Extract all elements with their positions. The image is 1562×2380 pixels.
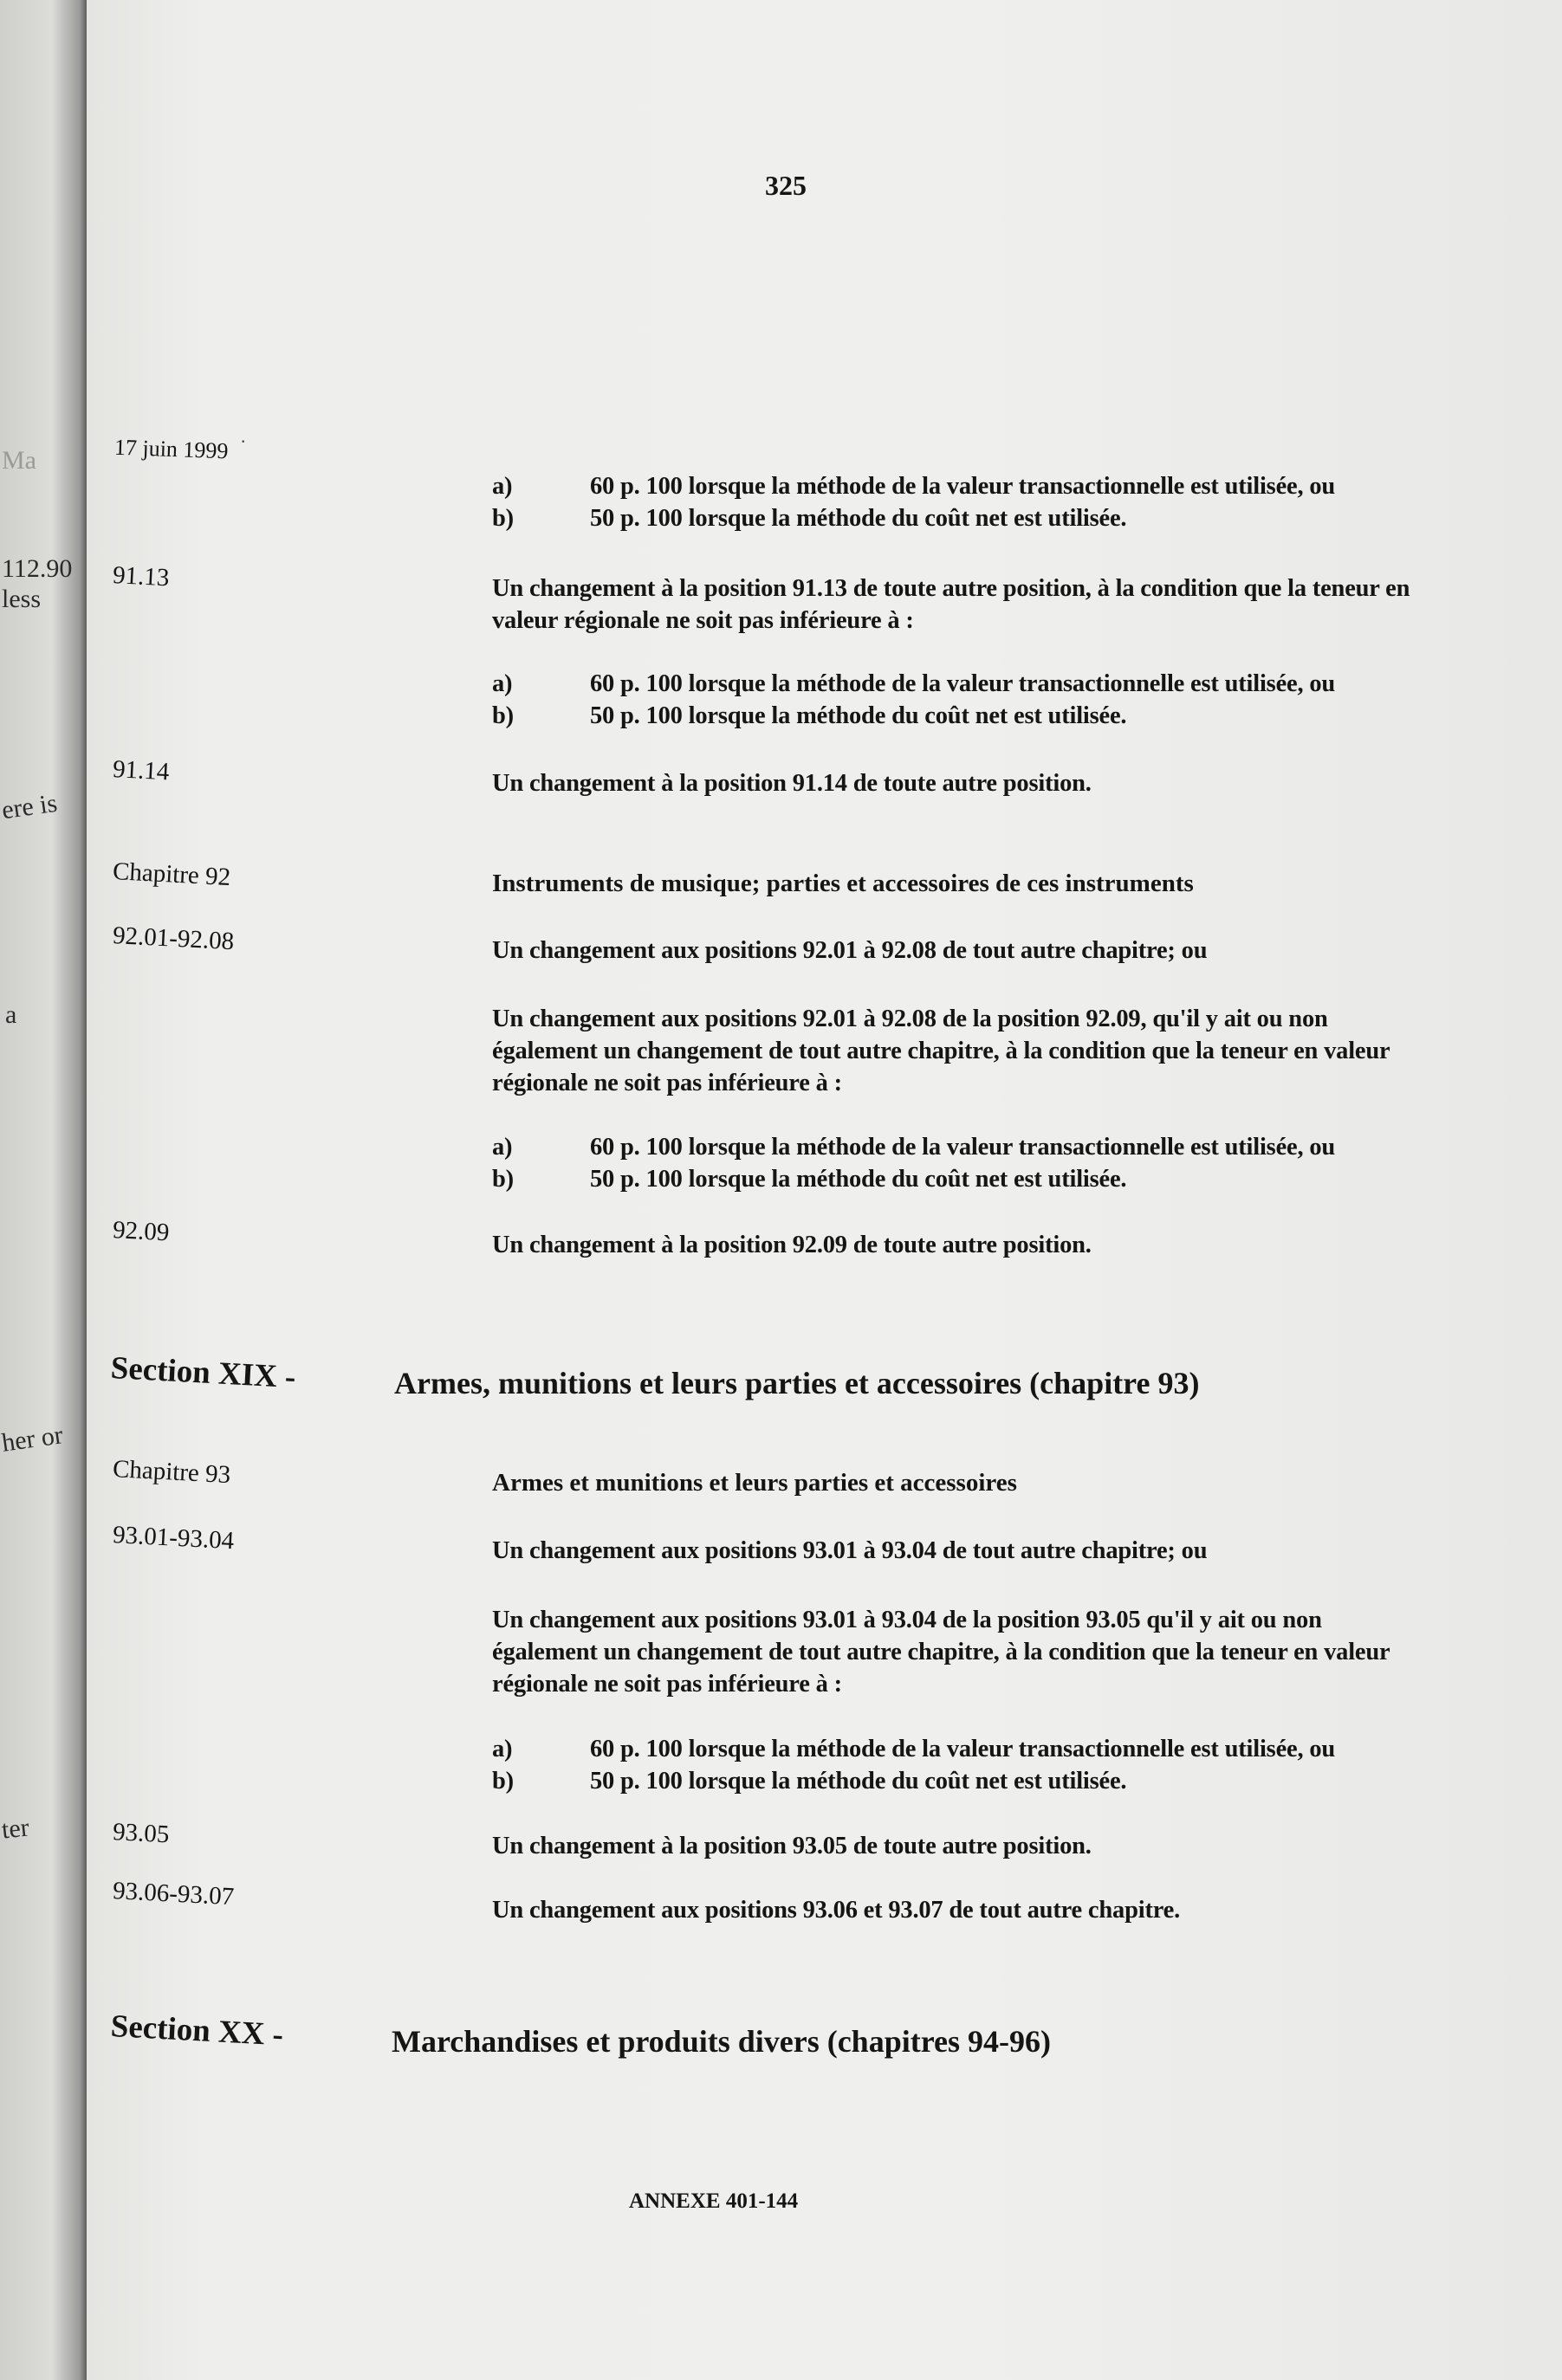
rule-text: valeur régionale ne soit pas inférieure à : (492, 607, 914, 634)
margin-fragment: ere is (0, 788, 60, 825)
item-label: a) (492, 670, 513, 697)
rule-text: Un changement à la position 93.05 de toute autre position. (492, 1833, 1092, 1859)
tariff-code: 91.14 (112, 755, 171, 786)
rule-text: Un changement aux positions 92.01 à 92.08 de la position 92.09, qu'il y ait ou non (492, 1006, 1328, 1032)
item-text: 50 p. 100 lorsque la méthode du coût net est utilisée. (590, 505, 1127, 532)
section-label: Section XX - (109, 2008, 285, 2053)
item-label: b) (492, 1166, 514, 1193)
left-page-margin (0, 0, 87, 2380)
rule-text: Un changement aux positions 93.06 et 93.07 de tout autre chapitre. (492, 1897, 1181, 1924)
tariff-code: 92.01-92.08 (112, 922, 235, 956)
item-label: b) (492, 702, 514, 729)
item-label: a) (492, 1736, 513, 1762)
rule-text: Un changement aux positions 92.01 à 92.08 de tout autre chapitre; ou (492, 937, 1208, 964)
item-label: b) (492, 1768, 514, 1795)
item-text: 60 p. 100 lorsque la méthode de la valeur transactionnelle est utilisée, ou (590, 473, 1336, 500)
document-page (87, 0, 1562, 2380)
item-text: 60 p. 100 lorsque la méthode de la valeur transactionnelle est utilisée, ou (590, 1134, 1336, 1161)
margin-fragment: 112.90 (2, 554, 73, 583)
tariff-code: 91.13 (112, 561, 171, 592)
tariff-code: 93.01-93.04 (112, 1521, 235, 1555)
document-date: 17 juin 1999 (113, 434, 229, 464)
annex-footer: ANNEXE 401-144 (629, 2189, 799, 2213)
item-label: b) (492, 505, 514, 532)
chapter-title: Armes et munitions et leurs parties et accessoires (492, 1469, 1017, 1497)
rule-text: également un changement de tout autre chapitre, à la condition que la teneur en valeur (492, 1639, 1390, 1665)
item-text: 50 p. 100 lorsque la méthode du coût net est utilisée. (590, 1768, 1127, 1795)
tariff-code: 93.05 (112, 1818, 171, 1849)
rule-text: régionale ne soit pas inférieure à : (492, 1671, 842, 1698)
page-number: 325 (765, 170, 807, 201)
margin-fragment: ter (0, 1813, 31, 1845)
item-label: a) (492, 1134, 513, 1161)
chapter-title: Instruments de musique; parties et accessoires de ces instruments (492, 870, 1194, 897)
rule-text: Un changement aux positions 93.01 à 93.04 de tout autre chapitre; ou (492, 1537, 1208, 1564)
margin-fragment: a (5, 1000, 17, 1029)
section-label: Section XIX - (109, 1349, 297, 1396)
rule-text: également un changement de tout autre chapitre, à la condition que la teneur en valeur (492, 1038, 1390, 1064)
rule-text: Un changement à la position 91.14 de toute autre position. (492, 770, 1092, 797)
rule-text: Un changement aux positions 93.01 à 93.04 de la position 93.05 qu'il y ait ou non (492, 1607, 1322, 1633)
rule-text: régionale ne soit pas inférieure à : (492, 1070, 842, 1096)
section-title: Armes, munitions et leurs parties et accessoires (chapitre 93) (394, 1366, 1200, 1400)
margin-fragment: Ma (2, 446, 36, 475)
margin-fragment: less (2, 585, 41, 613)
rule-text: Un changement à la position 91.13 de toute autre position, à la condition que la teneur en (492, 575, 1410, 602)
item-text: 50 p. 100 lorsque la méthode du coût net est utilisée. (590, 702, 1127, 729)
margin-fragment: her or (0, 1420, 65, 1458)
item-text: 60 p. 100 lorsque la méthode de la valeur transactionnelle est utilisée, ou (590, 1736, 1336, 1762)
item-label: a) (492, 473, 513, 500)
rule-text: Un changement à la position 92.09 de toute autre position. (492, 1232, 1092, 1258)
section-title: Marchandises et produits divers (chapitres 94-96) (392, 2024, 1051, 2059)
chapter-label: Chapitre 93 (112, 1455, 231, 1490)
tariff-code: 93.06-93.07 (112, 1877, 235, 1911)
item-text: 50 p. 100 lorsque la méthode du coût net est utilisée. (590, 1166, 1127, 1193)
tariff-code: 92.09 (112, 1216, 171, 1247)
item-text: 60 p. 100 lorsque la méthode de la valeur transactionnelle est utilisée, ou (590, 670, 1336, 697)
chapter-label: Chapitre 92 (112, 857, 231, 892)
date-mark: · (240, 430, 247, 452)
